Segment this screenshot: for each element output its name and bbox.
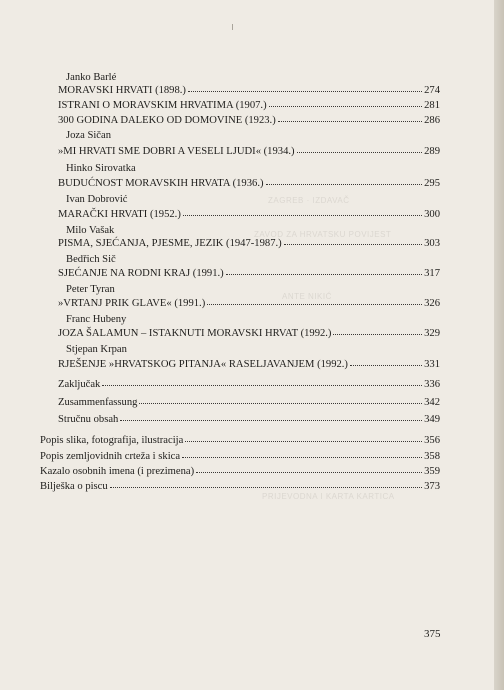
leader-dots bbox=[350, 358, 422, 367]
leader-dots bbox=[333, 327, 422, 336]
leader-dots bbox=[188, 84, 422, 93]
toc-entry[interactable] bbox=[58, 145, 440, 157]
appendix-page-number: 356 bbox=[424, 435, 440, 446]
leader-dots bbox=[269, 99, 423, 108]
toc-entry[interactable] bbox=[58, 237, 440, 249]
toc-entry[interactable] bbox=[58, 378, 440, 390]
toc-page-number: 274 bbox=[424, 85, 440, 96]
toc-page-number: 331 bbox=[424, 359, 440, 370]
toc-author: Stjepan Krpan bbox=[66, 344, 127, 355]
toc-entry[interactable] bbox=[58, 396, 440, 408]
appendix-page-number: 359 bbox=[424, 466, 440, 477]
leader-dots bbox=[266, 177, 423, 186]
toc-page-number: 289 bbox=[424, 146, 440, 157]
leader-dots bbox=[183, 208, 422, 217]
leader-dots bbox=[139, 396, 422, 405]
toc-entry[interactable] bbox=[58, 358, 440, 370]
toc-author: Milo Vašak bbox=[66, 225, 115, 236]
leader-dots bbox=[185, 434, 422, 443]
toc-entry[interactable] bbox=[58, 99, 440, 111]
toc-entry-title: ISTRANI O MORAVSKIM HRVATIMA (1907.) bbox=[58, 100, 267, 111]
leader-dots bbox=[110, 480, 422, 489]
appendix-entry[interactable] bbox=[40, 450, 440, 462]
page-edge bbox=[494, 0, 504, 690]
appendix-entry[interactable] bbox=[40, 434, 440, 446]
toc-entry-title: MARAČKI HRVATI (1952.) bbox=[58, 209, 181, 220]
toc-page-number: 326 bbox=[424, 298, 440, 309]
leader-dots bbox=[102, 378, 422, 387]
toc-author: Franc Hubeny bbox=[66, 314, 127, 325]
bleed-through: ANTE NIKIĆ bbox=[282, 292, 332, 301]
toc-author: Hinko Sirovatka bbox=[66, 163, 136, 174]
toc-author: Peter Tyran bbox=[66, 284, 115, 295]
leader-dots bbox=[278, 114, 422, 123]
toc-page-number: 317 bbox=[424, 268, 440, 279]
toc-author: Janko Barlé bbox=[66, 72, 117, 83]
appendix-entry[interactable] bbox=[40, 465, 440, 477]
toc-entry-title: JOZA ŠALAMUN – ISTAKNUTI MORAVSKI HRVAT (1992.) bbox=[58, 328, 332, 339]
toc-entry-title: RJEŠENJE »HRVATSKOG PITANJA« RASELJAVANJEM (1992.) bbox=[58, 359, 348, 370]
toc-page-number: 329 bbox=[424, 328, 440, 339]
toc-entry-title: Stručnu obsah bbox=[58, 414, 119, 425]
leader-dots bbox=[120, 413, 422, 422]
toc-author: Ivan Dobrović bbox=[66, 194, 128, 205]
toc-entry-title: Zusammenfassung bbox=[58, 397, 138, 408]
appendix-entry-title: Popis zemljovidnih crteža i skica bbox=[40, 451, 181, 462]
toc-entry-title: »VRTANJ PRIK GLAVE« (1991.) bbox=[58, 298, 206, 309]
appendix-entry-title: Bilješka o piscu bbox=[40, 481, 108, 492]
toc-entry-title: PISMA, SJEĆANJA, PJESME, JEZIK (1947-1987.) bbox=[58, 238, 282, 249]
toc-entry-title: SJEĆANJE NA RODNI KRAJ (1991.) bbox=[58, 268, 224, 279]
toc-entry[interactable] bbox=[58, 297, 440, 309]
appendix-entry[interactable] bbox=[40, 480, 440, 492]
leader-dots bbox=[207, 297, 422, 306]
toc-entry[interactable] bbox=[58, 413, 440, 425]
appendix-page-number: 358 bbox=[424, 451, 440, 462]
toc-page-number: 300 bbox=[424, 209, 440, 220]
toc-author: Joza Sičan bbox=[66, 130, 112, 141]
toc-page-number: 349 bbox=[424, 414, 440, 425]
toc-page-number: 295 bbox=[424, 178, 440, 189]
toc-entry-title: Zaključak bbox=[58, 379, 101, 390]
leader-dots bbox=[182, 450, 422, 459]
toc-entry[interactable] bbox=[58, 327, 440, 339]
toc-entry[interactable] bbox=[58, 114, 440, 126]
page-mark bbox=[232, 24, 233, 30]
toc-page-number: 342 bbox=[424, 397, 440, 408]
toc-author: Bedřich Sič bbox=[66, 254, 116, 265]
toc-entry[interactable] bbox=[58, 84, 440, 96]
page-number: 375 bbox=[424, 628, 441, 640]
bleed-through: PRIJEVODNA I KARTA KARTICA bbox=[262, 492, 395, 501]
leader-dots bbox=[196, 465, 422, 474]
leader-dots bbox=[226, 267, 422, 276]
toc-page-number: 286 bbox=[424, 115, 440, 126]
toc-page-number: 281 bbox=[424, 100, 440, 111]
toc-entry-title: 300 GODINA DALEKO OD DOMOVINE (1923.) bbox=[58, 115, 276, 126]
leader-dots bbox=[284, 237, 422, 246]
appendix-entry-title: Kazalo osobnih imena (i prezimena) bbox=[40, 466, 195, 477]
toc-page-number: 303 bbox=[424, 238, 440, 249]
toc-entry[interactable] bbox=[58, 208, 440, 220]
appendix-page-number: 373 bbox=[424, 481, 440, 492]
toc-entry[interactable] bbox=[58, 267, 440, 279]
leader-dots bbox=[297, 145, 423, 154]
toc-page-number: 336 bbox=[424, 379, 440, 390]
bleed-through: ZAVOD ZA HRVATSKU POVIJEST bbox=[254, 230, 392, 239]
toc-entry-title: BUDUĆNOST MORAVSKIH HRVATA (1936.) bbox=[58, 178, 264, 189]
toc-entry-title: MORAVSKI HRVATI (1898.) bbox=[58, 85, 186, 96]
toc-entry[interactable] bbox=[58, 177, 440, 189]
toc-entry-title: »MI HRVATI SME DOBRI A VESELI LJUDI« (1934.) bbox=[58, 146, 295, 157]
bleed-through: ZAGREB · IZDAVAČ bbox=[268, 196, 350, 205]
appendix-entry-title: Popis slika, fotografija, ilustracija bbox=[40, 435, 184, 446]
